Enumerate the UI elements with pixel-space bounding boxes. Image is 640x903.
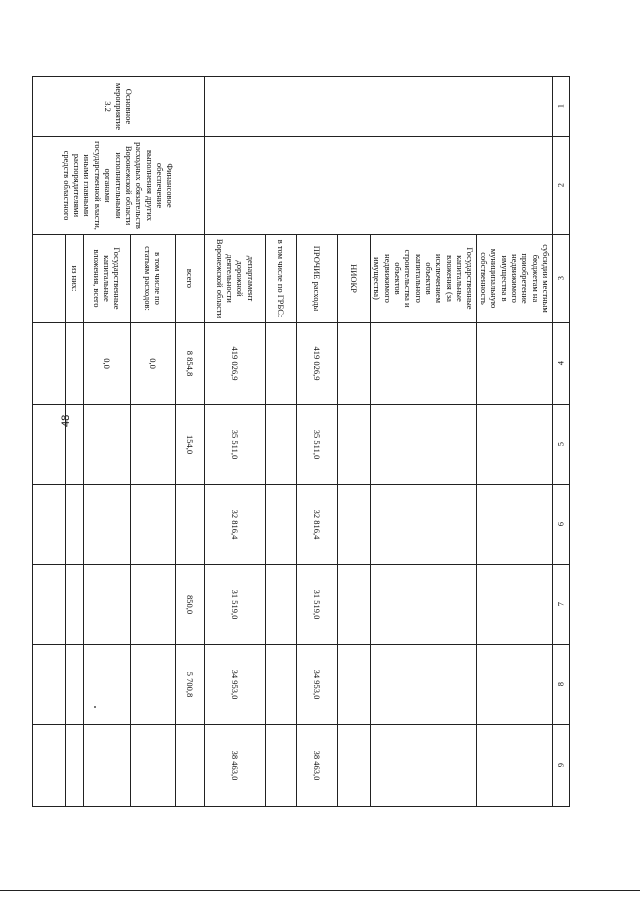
header-cell: 9 [553,725,570,807]
cell-year: 31 519,0 [296,565,337,645]
cell-total [477,323,553,405]
page-number: 48 [60,414,72,427]
cell-measure-id: Основное мероприятие 3.2 [32,77,204,137]
cell-year [370,485,477,565]
rotated-table-container [61,76,570,806]
table-row [477,77,553,807]
cell-total [370,323,477,405]
cell-year [370,565,477,645]
cell-expense-type: Государственные капитальные вложения, всего [83,235,130,323]
cell-year [83,725,130,807]
cell-total: 8 854,8 [175,323,204,405]
cell-year [265,725,296,807]
cell-year [130,405,175,485]
header-cell: 3 [553,235,570,323]
cell-total [65,323,83,405]
header-cell: 4 [553,323,570,405]
cell-year [265,405,296,485]
cell-expense-type: НИОКР [337,235,370,323]
cell-total: 0,0 [83,323,130,405]
cell-year: 38 463,0 [296,725,337,807]
cell-col2 [204,137,552,235]
cell-year [32,645,65,725]
cell-expense-type: в том числе по статьям расходов: [130,235,175,323]
cell-year: 35 511,0 [204,405,265,485]
cell-year: 32 816,4 [204,485,265,565]
cell-expense-type: департамент дорожной деятельности Воронежской области [204,235,265,323]
header-row [553,77,570,807]
cell-year [83,565,130,645]
header-cell: 8 [553,645,570,725]
bottom-rule [0,890,640,891]
cell-year [65,725,83,807]
table-row [175,77,204,807]
cell-total [265,323,296,405]
cell-expense-type: субсидии местным бюджетам на приобретение недвижимого имущества в муниципальную собственность [477,235,553,323]
cell-year: 35 511,0 [296,405,337,485]
cell-year [32,725,65,807]
cell-measure-name: Финансовое обеспечение выполнения других расходных обязательств Воронежской области исполнительными органами государственной власти, иными главными распорядителями средств областного [32,137,204,235]
cell-year [370,725,477,807]
cell-year [65,565,83,645]
cell-year [477,645,553,725]
cell-total: 0,0 [130,323,175,405]
cell-year: 31 519,0 [204,565,265,645]
cell-year [65,405,83,485]
cell-year: 38 463,0 [204,725,265,807]
cell-year [477,485,553,565]
cell-year [83,405,130,485]
cell-year [337,725,370,807]
cell-year [370,645,477,725]
cell-year [65,485,83,565]
cell-year [32,565,65,645]
cell-year [32,405,65,485]
cell-year [265,645,296,725]
cell-year [477,725,553,807]
cell-year [265,485,296,565]
cell-year [477,405,553,485]
cell-total [337,323,370,405]
cell-total [32,323,65,405]
cell-year [130,645,175,725]
cell-year [83,485,130,565]
cell-year [130,485,175,565]
header-cell: 6 [553,485,570,565]
cell-year [175,725,204,807]
header-cell: 7 [553,565,570,645]
cell-col1 [204,77,552,137]
cell-year [265,565,296,645]
cell-year [370,405,477,485]
cell-expense-type: всего [175,235,204,323]
cell-expense-type: ПРОЧИЕ расходы [296,235,337,323]
cell-expense-type: из них: [65,235,83,323]
cell-year [337,485,370,565]
cell-year [32,485,65,565]
cell-year [337,405,370,485]
cell-year: 5 700,8 [175,645,204,725]
cell-year [130,565,175,645]
cell-expense-type: в том числе по ГРБС: [265,235,296,323]
cell-year [337,565,370,645]
cell-expense-type: Государственные капитальные вложения (за исключением объектов капитального строительства и объектов недвижимого имущества) [370,235,477,323]
header-cell: 2 [553,137,570,235]
cell-expense-type [32,235,65,323]
header-cell: 1 [553,77,570,137]
cell-year [477,565,553,645]
cell-year: 34 953,0 [296,645,337,725]
cell-year: 32 816,4 [296,485,337,565]
cell-year [175,485,204,565]
budget-table [32,76,570,807]
cell-year: 34 953,0 [204,645,265,725]
header-cell: 5 [553,405,570,485]
cell-total: 419 026,9 [296,323,337,405]
cell-year [130,725,175,807]
cell-year [65,645,83,725]
cell-total: 419 026,9 [204,323,265,405]
cell-year: 850,0 [175,565,204,645]
cell-year: 154,0 [175,405,204,485]
cell-year [83,645,130,725]
cell-year [337,645,370,725]
